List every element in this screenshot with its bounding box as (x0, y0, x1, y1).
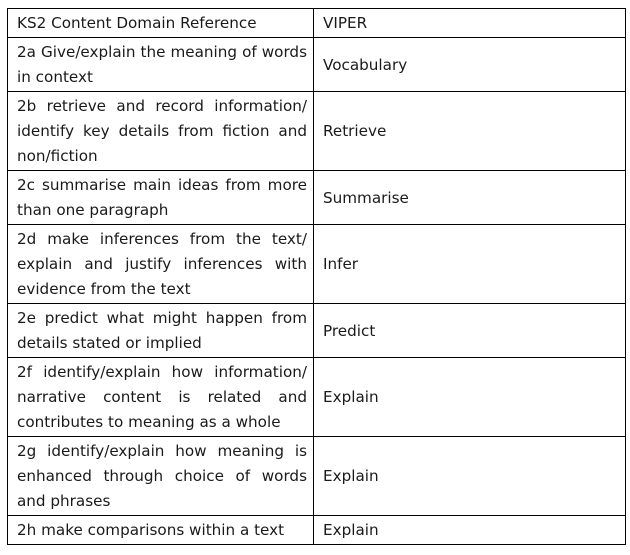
table-row (8, 92, 626, 171)
viper-cell: Explain (314, 437, 626, 516)
domain-cell: 2a Give/explain the meaning of words in context (8, 38, 314, 92)
viper-cell: Explain (314, 358, 626, 437)
domain-cell: 2g identify/explain how meaning is enhanced through choice of words and phrases (8, 437, 314, 516)
content-domain-table-container (7, 8, 626, 545)
domain-cell: 2c summarise main ideas from more than one paragraph (8, 171, 314, 225)
domain-cell: 2b retrieve and record information/ identify key details from fiction and non/fiction (8, 92, 314, 171)
header-row (8, 9, 626, 38)
domain-cell: 2d make inferences from the text/ explain and justify inferences with evidence from the text (8, 225, 314, 304)
table-row (8, 304, 626, 358)
table-row (8, 38, 626, 92)
domain-cell: 2f identify/explain how information/ narrative content is related and contributes to meaning as a whole (8, 358, 314, 437)
table-row (8, 358, 626, 437)
viper-cell: Explain (314, 516, 626, 545)
header-viper: VIPER (314, 9, 626, 38)
viper-cell: Vocabulary (314, 38, 626, 92)
table-row (8, 516, 626, 545)
viper-cell: Infer (314, 225, 626, 304)
header-content-domain: KS2 Content Domain Reference (8, 9, 314, 38)
viper-cell: Summarise (314, 171, 626, 225)
viper-cell: Retrieve (314, 92, 626, 171)
viper-cell: Predict (314, 304, 626, 358)
domain-cell: 2h make comparisons within a text (8, 516, 314, 545)
domain-cell: 2e predict what might happen from details stated or implied (8, 304, 314, 358)
table-row (8, 171, 626, 225)
content-domain-table (7, 8, 626, 545)
table-row (8, 437, 626, 516)
table-row (8, 225, 626, 304)
